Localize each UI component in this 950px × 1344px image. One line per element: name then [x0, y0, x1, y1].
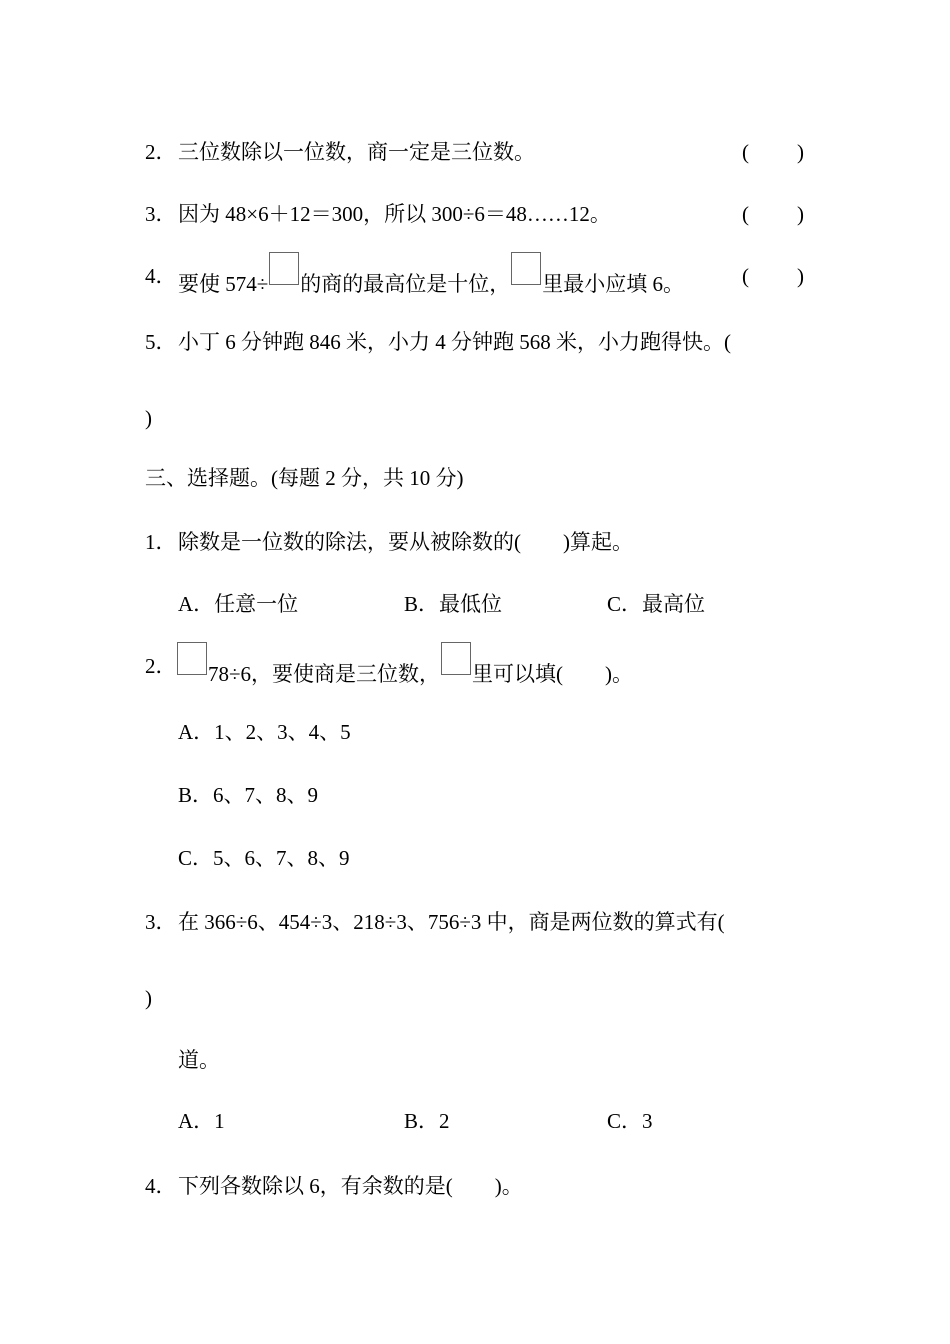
item-text: 因为 48×6＋12＝300，所以 300÷6＝48……12。	[178, 202, 611, 226]
item-number: 5．	[145, 330, 177, 354]
item-text: 三位数除以一位数，商一定是三位数。	[178, 140, 535, 164]
paren-open: (	[742, 202, 749, 226]
item-number: 1．	[145, 530, 177, 554]
option-a[interactable]: A．1、2、3、4、5	[178, 720, 351, 744]
item-text-part: 要使 574÷	[178, 272, 269, 296]
paren-close: )	[145, 986, 152, 1010]
item-text	[176, 652, 633, 688]
answer-parentheses[interactable]	[742, 200, 804, 228]
item-text	[178, 262, 684, 298]
option-c[interactable]: C．5、6、7、8、9	[178, 846, 350, 870]
paren-close: )	[797, 202, 804, 226]
item-number: 2．	[145, 140, 177, 164]
item-text-part: 道。	[178, 1048, 220, 1072]
answer-parentheses[interactable]	[742, 262, 804, 290]
item-number: 4．	[145, 1174, 177, 1198]
item-text-part: 78÷6，要使商是三位数，	[208, 662, 441, 686]
answer-parentheses[interactable]	[742, 138, 804, 166]
section-title-text: 三、选择题。(每题 2 分，共 10 分)	[145, 466, 464, 490]
blank-box[interactable]	[441, 642, 471, 675]
item-text-part: 的商的最高位是十位，	[300, 272, 511, 296]
paren-close: )	[145, 406, 152, 430]
option-c[interactable]: C．最高位	[607, 592, 706, 616]
item-text: 小丁 6 分钟跑 846 米，小力 4 分钟跑 568 米，小力跑得快。(	[178, 330, 731, 354]
option-c[interactable]: C．3	[607, 1109, 653, 1133]
paren-close: )	[797, 140, 804, 164]
paren-close: )	[797, 264, 804, 288]
paren-open: (	[742, 264, 749, 288]
option-a[interactable]: A．任意一位	[178, 592, 299, 616]
item-text-part: 里最小应填 6。	[542, 272, 685, 296]
item-text-part: 里可以填( )。	[472, 662, 634, 686]
paren-open: (	[742, 140, 749, 164]
item-text: 下列各数除以 6，有余数的是( )。	[178, 1174, 523, 1198]
option-b[interactable]: B．2	[404, 1109, 450, 1133]
blank-box[interactable]	[177, 642, 207, 675]
item-number: 4．	[145, 264, 177, 288]
blank-box[interactable]	[511, 252, 541, 285]
option-b[interactable]: B．最低位	[404, 592, 503, 616]
option-a[interactable]: A．1	[178, 1109, 225, 1133]
item-text: 除数是一位数的除法，要从被除数的( )算起。	[178, 530, 633, 554]
item-number: 3．	[145, 202, 177, 226]
item-text: 在 366÷6、454÷3、218÷3、756÷3 中，商是两位数的算式有(	[178, 910, 725, 934]
option-b[interactable]: B．6、7、8、9	[178, 783, 319, 807]
blank-box[interactable]	[269, 252, 299, 285]
item-number: 2．	[145, 654, 177, 678]
item-number: 3．	[145, 910, 177, 934]
